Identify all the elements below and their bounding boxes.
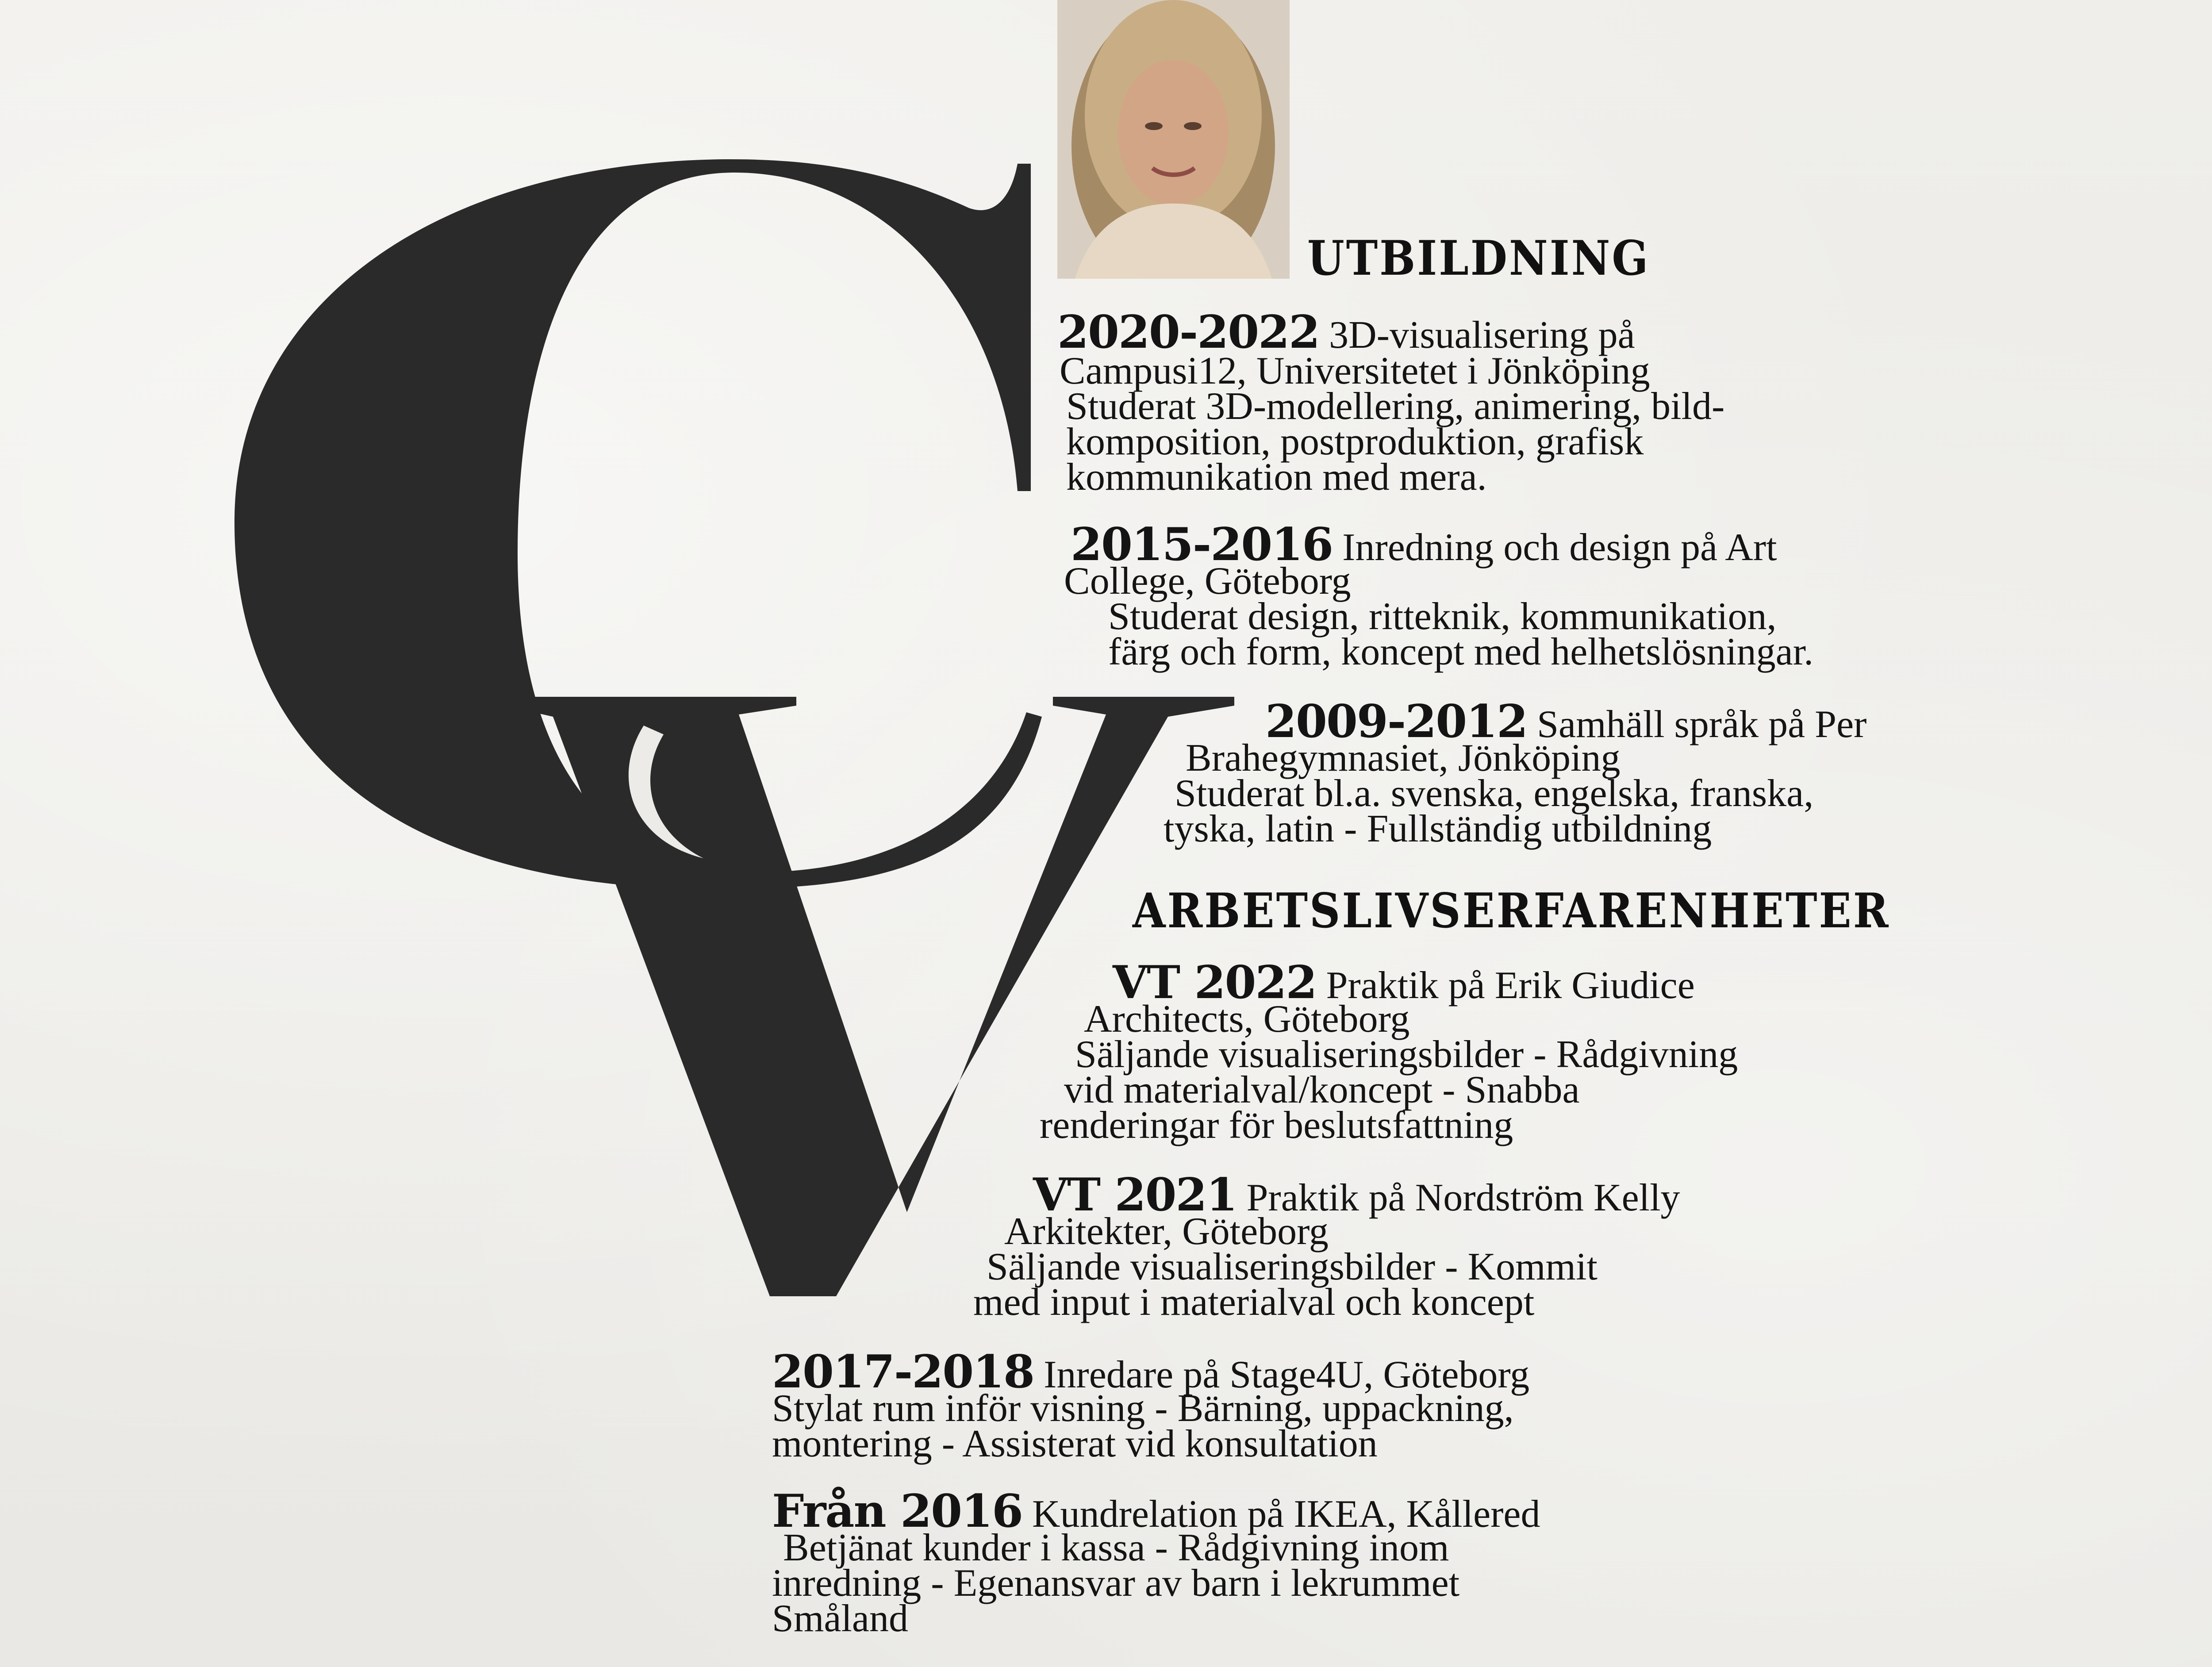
education-entry-3-years: 2009-2012 <box>1265 695 1528 748</box>
work-entry-3-title: Inredare på Stage4U, Göteborg <box>1044 1353 1530 1396</box>
profile-photo <box>1057 0 1290 279</box>
work-entry-1-line: Architects, Göteborg <box>1084 998 1410 1041</box>
education-entry-2-line: färg och form, koncept med helhetslösningar. <box>1108 630 1814 673</box>
work-entry-1-line: renderingar för beslutsfattning <box>1040 1104 1513 1147</box>
education-entry-3-line: Studerat bl.a. svenska, engelska, franska, <box>1175 772 1814 815</box>
work-entry-3-line: Stylat rum inför visning - Bärning, uppackning, <box>772 1387 1514 1430</box>
work-entry-4-line: Betjänat kunder i kassa - Rådgivning inom <box>783 1526 1449 1569</box>
education-entry-2-years: 2015-2016 <box>1071 518 1333 571</box>
education-entry-3-title: Samhäll språk på Per <box>1537 703 1867 746</box>
work-entry-1-title: Praktik på Erik Giudice <box>1326 964 1695 1007</box>
education-entry-2-title: Inredning och design på Art <box>1342 526 1777 569</box>
work-entry-3-line: montering - Assisterat vid konsultation <box>772 1422 1378 1465</box>
education-heading: UTBILDNING <box>1307 230 1650 286</box>
work-entry-4-title: Kundrelation på IKEA, Kållered <box>1032 1493 1540 1536</box>
education-entry-1-line: komposition, postproduktion, grafisk <box>1066 420 1644 463</box>
work-entry-2-line: med input i materialval och koncept <box>973 1281 1535 1324</box>
work-entry-4-line: Småland <box>772 1597 908 1640</box>
work-entry-1-line: vid materialval/koncept - Snabba <box>1064 1068 1580 1111</box>
work-entry-3-years: 2017-2018 <box>772 1345 1034 1398</box>
work-entry-2-years: VT 2021 <box>1033 1168 1237 1221</box>
work-heading: ARBETSLIVSERFARENHETER <box>1133 883 1890 939</box>
education-entry-1-line: Campusi12, Universitetet i Jönköping <box>1060 350 1650 392</box>
portrait-image <box>1057 0 1290 279</box>
work-entry-2-line: Arkitekter, Göteborg <box>1004 1210 1329 1253</box>
education-entry-3-line: tyska, latin - Fullständig utbildning <box>1164 807 1712 850</box>
education-entry-3-line: Brahegymnasiet, Jönköping <box>1186 737 1621 780</box>
education-entry-1-line: kommunikation med mera. <box>1066 456 1487 499</box>
work-entry-2-line: Säljande visualiseringsbilder - Kommit <box>987 1245 1598 1288</box>
education-entry-2-line: College, Göteborg <box>1064 560 1351 603</box>
education-entry-1-line: Studerat 3D-modellering, animering, bild- <box>1066 385 1725 428</box>
work-entry-1-line: Säljande visualiseringsbilder - Rådgivning <box>1075 1033 1738 1076</box>
education-entry-1-header <box>1057 306 1635 359</box>
work-entry-4-line: inredning - Egenansvar av barn i lekrummet <box>772 1562 1460 1605</box>
education-entry-1-title: 3D-visualisering på <box>1329 314 1635 357</box>
work-entry-2-title: Praktik på Nordström Kelly <box>1246 1176 1680 1219</box>
education-entry-1-years: 2020-2022 <box>1057 306 1320 359</box>
work-entry-1-years: VT 2022 <box>1113 956 1317 1009</box>
education-entry-2-line: Studerat design, ritteknik, kommunikation, <box>1108 595 1777 638</box>
work-entry-4-years: Från 2016 <box>772 1485 1023 1538</box>
